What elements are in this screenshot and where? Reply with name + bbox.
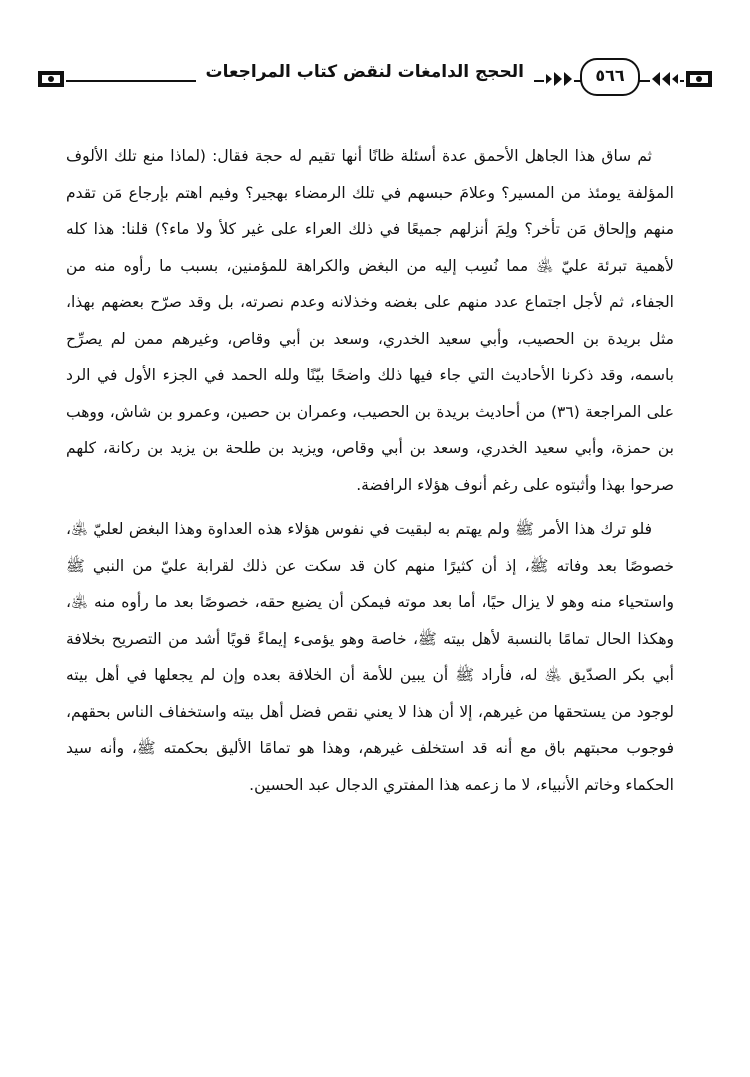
ornament-icon [650,68,680,90]
page-body [66,138,674,803]
ornament-icon [36,68,66,90]
ornament-icon [544,68,574,90]
page-number: ٥٦٦ [580,58,640,96]
running-header [36,56,714,100]
paragraph: ثم ساق هذا الجاهل الأحمق عدة أسئلة ظانًا أنها تقيم له حجة فقال: (لماذا منع تلك الألوف المؤلفة يومئذ من المسير؟ وعلامَ حبسهم في تلك الرمضاء بهجير؟ وفيم اهتم بإرجاع مَن تقدم منهم وإلحاق مَن تأخر؟ ولِمَ أنزلهم جميعًا في ذلك العراء على غير كلأ ولا ماء؟) قلنا: هذا كله لأهمية تبرئة عليّ ﵁ مما نُسِب إليه من البغض والكراهة للمؤمنين، بسبب ما رأوه منه من الجفاء، ثم لأجل اجتماع عدد منهم على بغضه وخذلانه وعدم نصرته، بل وقد صرّح بعضهم بهذا، مثل بريدة بن الحصيب، وأبي سعيد الخدري، وسعد بن أبي وقاص، وغيرهم ممن لم يصرِّح باسمه، وقد ذكرنا الأحاديث التي جاء فيها ذلك واضحًا بيّنًا ولله الحمد في الجزء الأول في الرد على المراجعة (٣٦) من أحاديث بريدة بن الحصيب، وعمران بن حصين، وعمرو بن شاش، ووهب بن حمزة، وأبي سعيد الخدري، وسعد بن أبي وقاص، ويزيد بن طلحة بن يزيد بن ركانة، كلهم صرحوا بهذا وأثبتوه على رغم أنوف هؤلاء الرافضة. [66,147,675,494]
paragraph: فلو ترك هذا الأمر ﷺ ولم يهتم به لبقيت في نفوس هؤلاء هذه العداوة وهذا البغض لعليّ ﵁، خصوصًا بعد وفاته ﷺ، إذ أن كثيرًا منهم كان قد سكت عن ذلك لقرابة عليّ من النبي ﷺ واستحياء منه وهو لا يزال حيًا، أما بعد موته فيمكن أن يضيع حقه، خصوصًا بعد ما رأوه منه ﵁، وهكذا الحال تمامًا بالنسبة لأهل بيته ﷺ، خاصة وهو يؤمىء إيماءً قويًا أشد من التصريح بخلافة أبي بكر الصدّيق ﵁ له، فأراد ﷺ أن يبين للأمة أن الخلافة بعده وإن لم يجعلها في أهل بيته لوجود من يستحقها من غيرهم، إلا أن هذا لا يعني نقص فضل أهل بيته واستخفاف الناس بحقهم، فوجوب محبتهم باق مع أنه قد استخلف غيرهم، وهذا هو تمامًا الأليق بحكمته ﷺ، وأنه سيد الحكماء وخاتم الأنبياء، لا ما زعمه هذا المفتري الدجال عبد الحسين. [66,520,674,794]
header-title: الحجج الدامغات لنقض كتاب المراجعات [196,62,534,82]
ornament-icon [684,68,714,90]
